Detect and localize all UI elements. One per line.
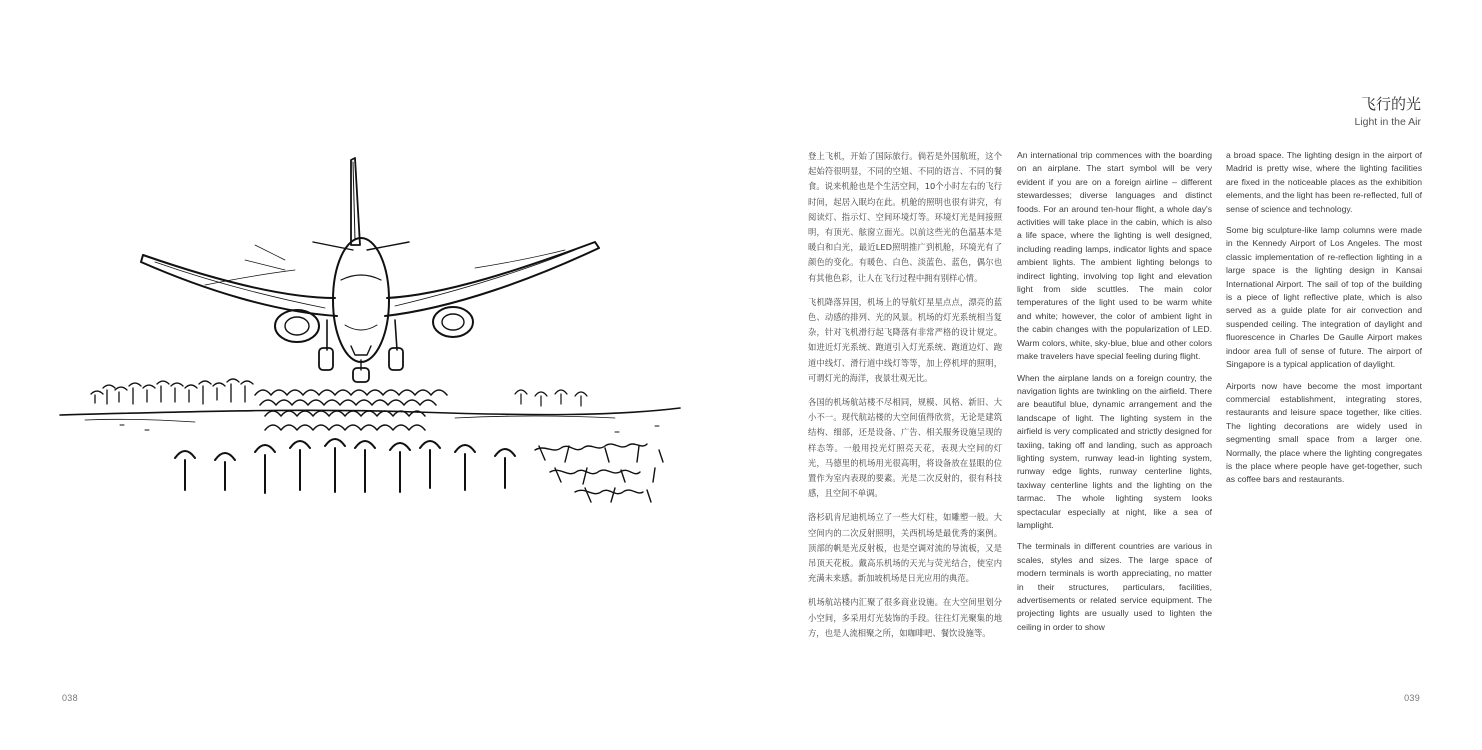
en-paragraph: An international trip commences with the boarding on an airplane. The start symbol will be very evident if you are on a foreign airline – different stewardesses; diverse languages and distinct foods. For an around ten-hour flight, a whole day's activities will take place in the cabin, which is also a life space, where the lighting is well designed, including reading lamps, indicator lights and space ambient lights. The ambient lighting belongs to indirect lighting, involving top light and elevation light from side scuttles. The main color temperatures of the light used to be warm white and white; however, the color of ambient light in the cabin changes with the popularization of LED. Warm colors, white, sky-blue, blue and other colors make travelers have special feeling during flight. (1017, 150, 1212, 362)
title-english: Light in the Air (1354, 116, 1421, 128)
chinese-text-column (808, 149, 1002, 650)
en-paragraph: The terminals in different countries are various in scales, styles and sizes. The large space of modern terminals is worth appreciating, no matter in their structures, particulars, facilities, advertisements or related service equipment. The projecting lights are usually used to lighten the ceiling in order to show (1017, 541, 1212, 632)
english-text-column-1 (1017, 149, 1212, 642)
sketch-handwriting-line-1: 飞机降落时飞行的灯 (538, 457, 620, 467)
zh-paragraph: 机场航站楼内汇聚了很多商业设施。在大空间里划分小空间，多采用灯光装饰的手段。往往灯光聚集的地方，也是人流相聚之所，如咖啡吧、餐饮设施等。 (808, 597, 1002, 638)
section-title (1354, 95, 1421, 128)
sketch-handwriting-line-2: 的光与停机坪灯 (550, 477, 614, 487)
tail-fin (351, 158, 360, 245)
right-engine (433, 307, 473, 337)
page-number-right: 039 (1404, 693, 1420, 703)
runway-lights (91, 379, 253, 404)
en-paragraph: Some big sculpture-like lamp columns were made in the Kennedy Airport of Los Angeles. The most classic implementation of re-reflection lighting in a large space is the lighting design in Kansai International Airport. The sail of top of the building is a piece of light reflective plate, which is also served as a guide plate for air convection and suspended ceiling. The integration of daylight and fluorescence in Charles De Gaulle Airport makes indoor area full of sense of future. The airport of Singapore is a typical application of daylight. (1226, 225, 1422, 370)
en-paragraph: Airports now have become the most important commercial establishment, integrating stores, restaurants and leisure space together, like cities. The lighting decorations are widely used in segmenting small space from a larger one. Normally, the place where the lighting congregates is the place where people have get-together, such as coffee bars and restaurants. (1226, 380, 1422, 485)
english-text-column-2 (1226, 149, 1422, 495)
page-number-left: 038 (62, 693, 78, 703)
airplane-sketch (55, 150, 695, 510)
left-engine (275, 310, 319, 342)
zh-paragraph: 洛杉矶肯尼迪机场立了一些大灯柱，如雕塑一般。大空间内的二次反射照明，关西机场是最优秀的案例。顶部的帆是光反射板，也是空调对流的导流板，又是吊顶天花板。戴高乐机场的天光与荧光结合，使室内充满未来感。新加坡机场是日光应用的典范。 (808, 512, 1002, 584)
left-wing (141, 255, 337, 316)
right-page (741, 0, 1482, 750)
zh-paragraph: 各国的机场航站楼不尽相同，规模、风格、新旧、大小不一。现代航站楼的大空间值得欣赏，无论是建筑结构、细部，还是设备、广告、相关服务设施呈现的样态等。一般用投光灯照亮天花，表现大空间的灯光，马德里的机场用光很高明，将设备放在显眼的位置作为室内表现的要素。光是二次反射的，很有科技感，且空间不单调。 (808, 397, 1002, 499)
title-chinese: 飞行的光 (1360, 95, 1421, 113)
zh-paragraph: 登上飞机，开始了国际旅行。倘若是外国航班，这个起始符很明显，不同的空姐、不同的语言、不同的餐食。说来机舱也是个生活空间，10个小时左右的飞行时间，起居入眠均在此。机舱的照明也很有讲究，有阅读灯、指示灯、空间环境灯等。环境灯光是间接照明，有顶光、舷窗立面光。以前这些光的色温基本是暖白和白光，最近LED照明推广到机舱，环境光有了颜色的变化。有暖色、白色、淡蓝色、蓝色，偶尔也有其他色彩，让人在飞行过程中拥有别样心情。 (808, 151, 1002, 283)
fuselage (333, 238, 389, 362)
en-paragraph: When the airplane lands on a foreign country, the navigation lights are twinkling on the airfield. There are beautiful blue, dynamic arrangement and the landscape of light. The lighting system in the airfield is very complicated and strictly designed for taxiing, taking off and landing, such as approach lighting system, runway lead-in lighting system, runway edge lights, runway centerline lights, taxiway centerline lights and the lighting on the tarmac. The whole lighting system looks spectacular especially at night, like a sea of lamplight. (1017, 372, 1212, 530)
sketch-handwriting-line-3: 光场景 (575, 495, 603, 505)
en-paragraph: a broad space. The lighting design in the airport of Madrid is pretty wise, where the lighting facilities are fixed in the noticeable places as the exhibition elements, and the light has been re-reflected, full of sense of science and technology. (1226, 150, 1422, 214)
zh-paragraph: 飞机降落异国，机场上的导航灯星星点点，漂亮的蓝色、动感的排列、光的风景。机场的灯光系统相当复杂，针对飞机滑行起飞降落有非常严格的设计规定。如进近灯光系统、跑道引入灯光系统、跑道边灯、跑道中线灯、滑行道中线灯等等，加上停机坪的照明，可谓灯光的海洋，夜景壮观无比。 (808, 296, 1002, 383)
